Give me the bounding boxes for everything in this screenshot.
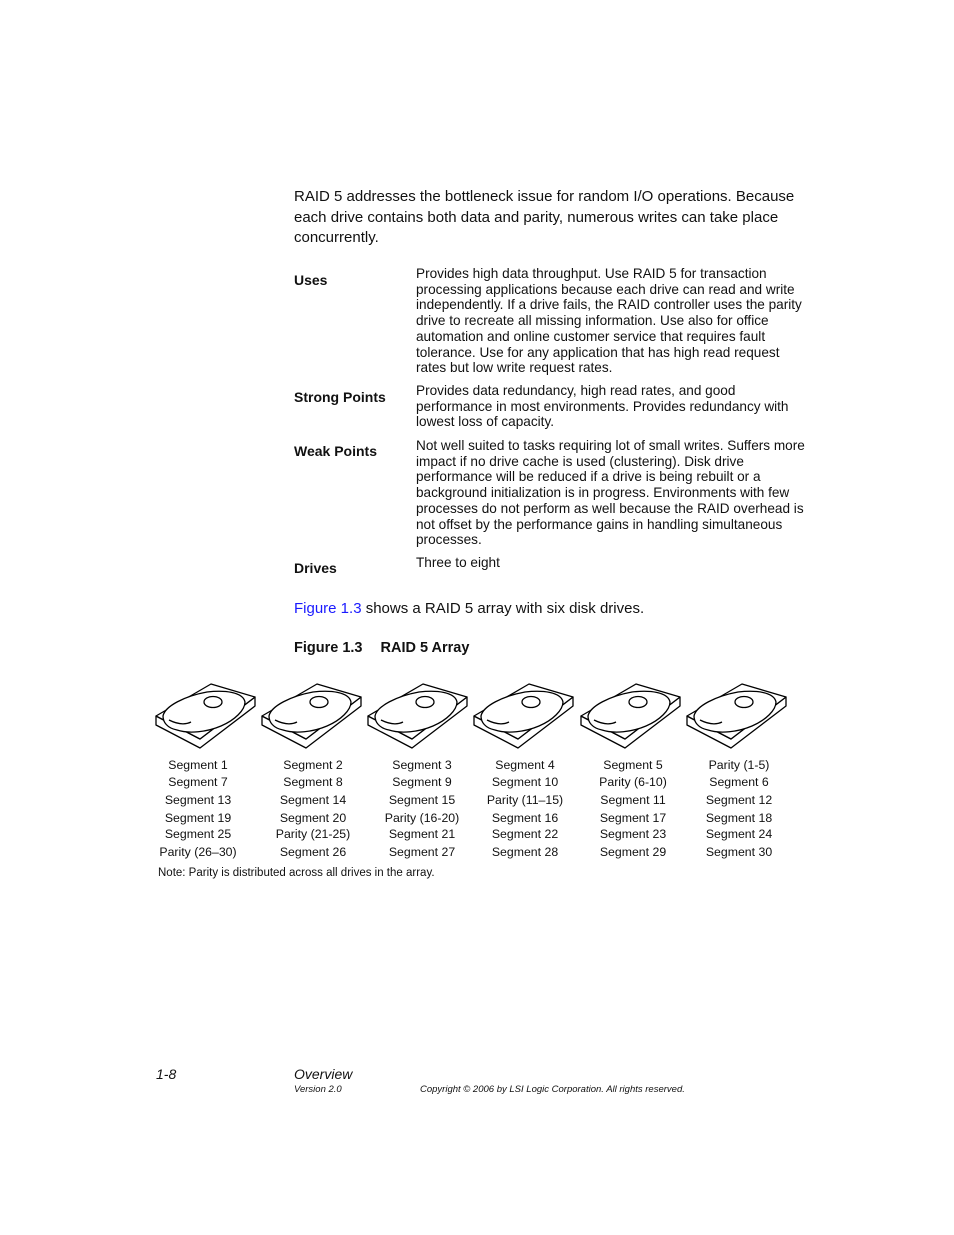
- hard-disk-icon: [686, 680, 788, 752]
- drive-6-block-6: Segment 30: [705, 845, 773, 859]
- drive-6-block-2: Segment 6: [709, 775, 769, 789]
- intro-paragraph: RAID 5 addresses the bottleneck issue for random I/O operations. Because each drive contains both data and parity, numerous writes can take place concurrently.: [294, 188, 795, 246]
- drive-6-block-4: Segment 18: [705, 811, 773, 825]
- footer-copyright: Copyright © 2006 by LSI Logic Corporation. All rights reserved.: [420, 1084, 685, 1095]
- drive-2-block-4: Segment 20: [279, 811, 347, 825]
- page-number: 1-8: [156, 1066, 177, 1082]
- drive-1-block-2: Segment 7: [168, 775, 228, 789]
- drive-6-block-5: Segment 24: [705, 827, 773, 841]
- hard-disk-icon: [155, 680, 257, 752]
- drive-5-block-6: Segment 29: [599, 845, 667, 859]
- weak-points-text: Not well suited to tasks requiring lot of small writes. Suffers more impact if no drive cache is used (clustering). Disk drive performance will be reduced if a drive is being rebuilt or a background initialization is in progress. Environments with few processes do not perform as well because the RAID overhead is not offset by the performance gains in handling simultaneous processes.: [416, 438, 805, 548]
- weak-points-label: Weak Points: [294, 443, 377, 459]
- drive-2-block-3: Segment 14: [279, 793, 347, 807]
- drive-5-block-4: Segment 17: [599, 811, 667, 825]
- raid5-figure: [150, 680, 810, 880]
- drive-1-block-6: Parity (26–30): [159, 845, 237, 859]
- hard-disk-icon: [473, 680, 575, 752]
- figure-title: [294, 640, 469, 656]
- uses-label: Uses: [294, 272, 328, 288]
- drive-5-block-3: Segment 11: [600, 793, 666, 807]
- figure-number: Figure 1.3: [294, 640, 363, 656]
- drive-1-block-5: Segment 25: [164, 827, 232, 841]
- drives-text: Three to eight: [416, 555, 500, 570]
- drive-3-block-6: Segment 27: [388, 845, 456, 859]
- drive-4-block-1: Segment 4: [495, 758, 555, 772]
- drive-3-block-4: Parity (16-20): [384, 811, 460, 825]
- drive-3-block-1: Segment 3: [392, 758, 452, 772]
- drive-5-block-5: Segment 23: [599, 827, 667, 841]
- figure-note: Note: Parity is distributed across all drives in the array.: [158, 867, 435, 879]
- footer-section: Overview: [294, 1066, 353, 1082]
- drive-6-block-1: Parity (1-5): [708, 758, 770, 772]
- drive-5-block-2: Parity (6-10): [599, 775, 667, 789]
- drive-2-block-5: Parity (21-25): [275, 827, 351, 841]
- drive-3-block-3: Segment 15: [388, 793, 456, 807]
- drive-1-block-1: Segment 1: [168, 758, 228, 772]
- drive-3-block-2: Segment 9: [392, 775, 452, 789]
- strong-points-text: Provides data redundancy, high read rates, and good performance in most environments. Provides redundancy with lowest loss of capacity.: [416, 383, 789, 430]
- drive-2-block-1: Segment 2: [283, 758, 343, 772]
- drive-1-block-3: Segment 13: [164, 793, 232, 807]
- figure-reference: [294, 600, 644, 617]
- footer-version: Version 2.0: [294, 1084, 342, 1095]
- drive-2-block-6: Segment 26: [279, 845, 347, 859]
- hard-disk-icon: [580, 680, 682, 752]
- drive-5-block-1: Segment 5: [603, 758, 663, 772]
- figure-link[interactable]: Figure 1.3: [294, 600, 362, 617]
- drive-4-block-3: Parity (11–15): [486, 793, 564, 807]
- figure-reference-text: shows a RAID 5 array with six disk drives.: [361, 600, 645, 617]
- drive-3-block-5: Segment 21: [388, 827, 456, 841]
- drive-1-block-4: Segment 19: [164, 811, 232, 825]
- uses-text: Provides high data throughput. Use RAID 5 for transaction processing applications because each drive can read and write independently. If a drive fails, the RAID controller uses the parity drive to recreate all missing information. Use also for office automation and online customer service that requires fault tolerance. Use for any application that has high read request rates but low write request rates.: [416, 266, 802, 376]
- figure-name: RAID 5 Array: [380, 640, 470, 656]
- drive-2-block-2: Segment 8: [283, 775, 343, 789]
- drive-4-block-5: Segment 22: [491, 827, 559, 841]
- drive-4-block-4: Segment 16: [491, 811, 559, 825]
- drives-label: Drives: [294, 560, 337, 576]
- drive-4-block-6: Segment 28: [491, 845, 559, 859]
- drive-4-block-2: Segment 10: [491, 775, 559, 789]
- hard-disk-icon: [261, 680, 363, 752]
- strong-points-label: Strong Points: [294, 389, 386, 405]
- hard-disk-icon: [367, 680, 469, 752]
- drive-6-block-3: Segment 12: [705, 793, 773, 807]
